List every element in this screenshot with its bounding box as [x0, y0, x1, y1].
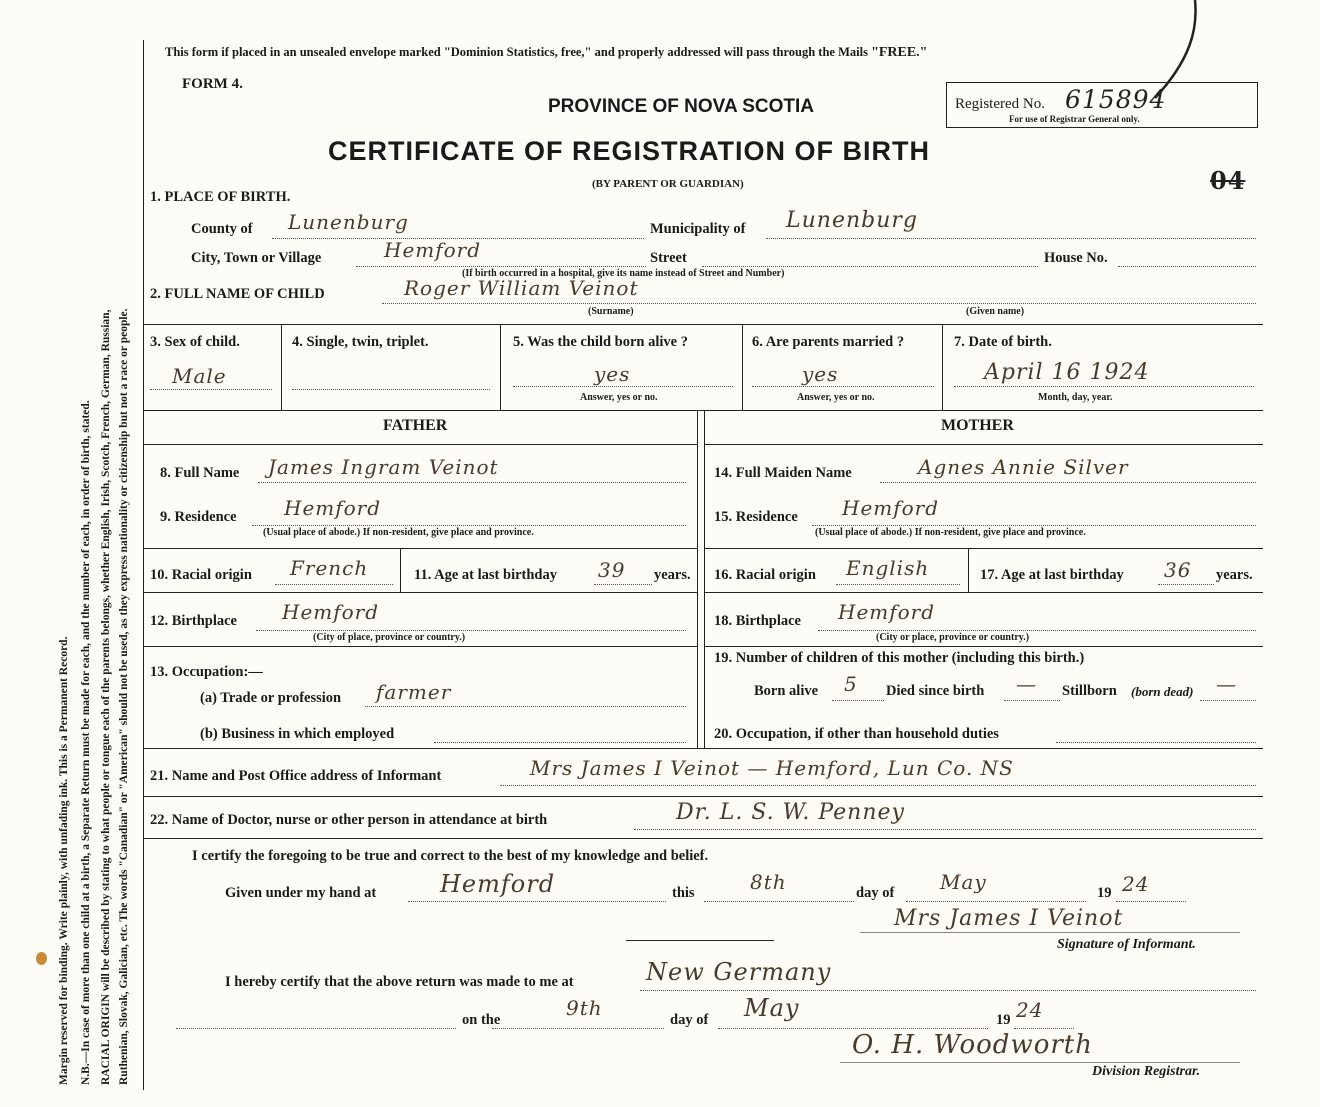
- mother-children-label: 19. Number of children of this mother (including this birth.): [714, 650, 1085, 666]
- given-day-value: 8th: [750, 870, 787, 894]
- place-of-birth-label: 1. PLACE OF BIRTH.: [150, 189, 291, 205]
- parents-married-note: Answer, yes or no.: [797, 392, 875, 403]
- doctor-value: Dr. L. S. W. Penney: [676, 800, 905, 825]
- father-birthplace-value: Hemford: [282, 600, 380, 624]
- given-year-value: 24: [1122, 872, 1150, 896]
- certify-statement: I certify the foregoing to be true and correct to the best of my knowledge and belief.: [192, 848, 709, 864]
- city-value: Hemford: [384, 238, 482, 262]
- dob-value: April 16 1924: [984, 360, 1150, 385]
- margin-notes: [0, 0, 140, 1107]
- registrar-statement: I hereby certify that the above return was made to me at: [225, 974, 574, 990]
- registered-label: Registered No.: [955, 96, 1045, 112]
- registrar-note: For use of Registrar General only.: [1009, 114, 1140, 124]
- dob-note: Month, day, year.: [1038, 392, 1113, 403]
- this-label: this: [672, 885, 695, 901]
- registrar-day-label: day of: [670, 1012, 709, 1028]
- mother-birthplace-note: (City or place, province or country.): [876, 632, 1030, 643]
- surname-note: (Surname): [588, 306, 634, 317]
- mother-racial-origin-value: English: [846, 556, 930, 580]
- mother-residence-note: (Usual place of abode.) If non-resident, give place and province.: [815, 527, 1086, 538]
- father-trade-label: (a) Trade or profession: [200, 690, 342, 706]
- father-trade-value: farmer: [376, 680, 452, 704]
- father-age-value: 39: [598, 558, 626, 582]
- municipality-value: Lunenburg: [786, 208, 918, 233]
- died-since-birth-label: Died since birth: [886, 683, 985, 699]
- house-no-label: House No.: [1044, 250, 1108, 266]
- mother-racial-origin-label: 16. Racial origin: [714, 567, 816, 583]
- father-racial-origin-label: 10. Racial origin: [150, 567, 252, 583]
- informant-value: Mrs James I Veinot — Hemford, Lun Co. NS: [530, 756, 1014, 780]
- informant-signature: Mrs James I Veinot: [894, 906, 1124, 931]
- sex-label: 3. Sex of child.: [150, 334, 240, 350]
- form-left-border: [143, 40, 144, 1090]
- mother-age-value: 36: [1164, 558, 1192, 582]
- registrar-place-value: New Germany: [646, 958, 832, 986]
- registered-number: 615894: [1065, 85, 1167, 114]
- died-since-birth-value: —: [1016, 672, 1037, 696]
- father-business-label: (b) Business in which employed: [200, 726, 395, 742]
- given-name-note: (Given name): [966, 306, 1025, 317]
- margin-note-racial-origin: RACIAL ORIGIN will be described by stating to what people or tongue each of the parents belongs, whether English, Irish, Scotch, French, German, Russian,: [100, 309, 112, 1085]
- father-residence-value: Hemford: [284, 496, 382, 520]
- city-label: City, Town or Village: [191, 250, 322, 266]
- father-age-label: 11. Age at last birthday: [414, 567, 557, 583]
- mother-occupation-label: 20. Occupation, if other than household duties: [714, 726, 999, 742]
- father-name-value: James Ingram Veinot: [268, 455, 499, 479]
- mother-birthplace-value: Hemford: [838, 600, 936, 624]
- given-place-value: Hemford: [440, 870, 556, 898]
- mother-age-label: 17. Age at last birthday: [980, 567, 1124, 583]
- sex-value: Male: [172, 364, 227, 388]
- municipality-label: Municipality of: [650, 221, 746, 237]
- county-label: County of: [191, 221, 253, 237]
- stillborn-label: Stillborn: [1062, 683, 1117, 699]
- registrar-label: Division Registrar.: [1092, 1064, 1201, 1079]
- father-age-unit: years.: [654, 567, 691, 583]
- born-alive-count-label: Born alive: [754, 683, 819, 699]
- pen-stroke-mark: [1150, 0, 1230, 110]
- father-residence-label: 9. Residence: [160, 509, 237, 525]
- father-birthplace-label: 12. Birthplace: [150, 613, 237, 629]
- born-alive-count-value: 5: [844, 672, 858, 696]
- page-title: CERTIFICATE OF REGISTRATION OF BIRTH: [328, 136, 930, 166]
- given-under-label: Given under my hand at: [225, 885, 377, 901]
- child-name-value: Roger William Veinot: [404, 276, 639, 300]
- province-heading: PROVINCE OF NOVA SCOTIA: [548, 96, 815, 117]
- father-racial-origin-value: French: [290, 556, 369, 580]
- mother-birthplace-label: 18. Birthplace: [714, 613, 801, 629]
- margin-note-multiple-births: N.B.—In case of more than one child at a birth, a Separate Return must be made for each, and the number of each, in order of birth, stated.: [80, 400, 92, 1085]
- margin-note-racial-origin-cont: Ruthenian, Slovak, Galician, etc. The words "Canadian" or "American" should not be used, as they express nationality or citizenship but not a race or people.: [118, 308, 130, 1085]
- mother-residence-value: Hemford: [842, 496, 940, 520]
- registrar-month-value: May: [744, 994, 800, 1022]
- doctor-label: 22. Name of Doctor, nurse or other person in attendance at birth: [150, 812, 548, 828]
- binding-hole-mark: [36, 952, 47, 965]
- margin-note-binding: Margin reserved for binding. Write plainly, with unfading ink. This is a Permanent Record.: [58, 636, 70, 1085]
- mail-note: This form if placed in an unsealed envelope marked "Dominion Statistics, free," and properly addressed will pass through the Mails "FREE.": [165, 45, 928, 60]
- father-birthplace-note: (City of place, province or country.): [313, 632, 466, 643]
- page-subtitle: (BY PARENT OR GUARDIAN): [592, 178, 744, 190]
- mother-age-unit: years.: [1216, 567, 1253, 583]
- stillborn-note: (born dead): [1131, 684, 1194, 699]
- father-residence-note: (Usual place of abode.) If non-resident, give place and province.: [263, 527, 534, 538]
- stillborn-value: —: [1216, 672, 1237, 696]
- mother-residence-label: 15. Residence: [714, 509, 798, 525]
- street-label: Street: [650, 250, 687, 266]
- child-name-label: 2. FULL NAME OF CHILD: [150, 286, 325, 302]
- corner-mark: 04: [1210, 166, 1246, 195]
- given-day-label: day of: [856, 885, 895, 901]
- dob-label: 7. Date of birth.: [954, 334, 1052, 350]
- form-number: FORM 4.: [182, 76, 243, 92]
- parents-married-label: 6. Are parents married ?: [752, 334, 905, 350]
- parents-married-value: yes: [802, 362, 839, 386]
- father-name-label: 8. Full Name: [160, 465, 240, 481]
- registrar-year-prefix: 19: [996, 1012, 1011, 1028]
- given-month-value: May: [940, 870, 987, 894]
- registrar-signature: O. H. Woodworth: [852, 1030, 1093, 1060]
- on-the-label: on the: [462, 1012, 501, 1028]
- mother-name-value: Agnes Annie Silver: [918, 455, 1129, 479]
- multiplicity-label: 4. Single, twin, triplet.: [292, 334, 429, 350]
- father-heading: FATHER: [383, 417, 448, 434]
- born-alive-label: 5. Was the child born alive ?: [513, 334, 688, 350]
- informant-label: 21. Name and Post Office address of Informant: [150, 768, 442, 784]
- born-alive-value: yes: [594, 362, 631, 386]
- registrar-year-value: 24: [1016, 998, 1044, 1022]
- mother-name-label: 14. Full Maiden Name: [714, 465, 852, 481]
- father-occupation-label: 13. Occupation:—: [150, 664, 263, 680]
- registrar-day-value: 9th: [566, 996, 603, 1020]
- signature-label: Signature of Informant.: [1057, 937, 1196, 952]
- county-value: Lunenburg: [288, 210, 409, 234]
- given-year-prefix: 19: [1097, 885, 1112, 901]
- mother-heading: MOTHER: [941, 417, 1014, 434]
- born-alive-note: Answer, yes or no.: [580, 392, 658, 403]
- hospital-note: (If birth occurred in a hospital, give its name instead of Street and Number): [462, 268, 785, 279]
